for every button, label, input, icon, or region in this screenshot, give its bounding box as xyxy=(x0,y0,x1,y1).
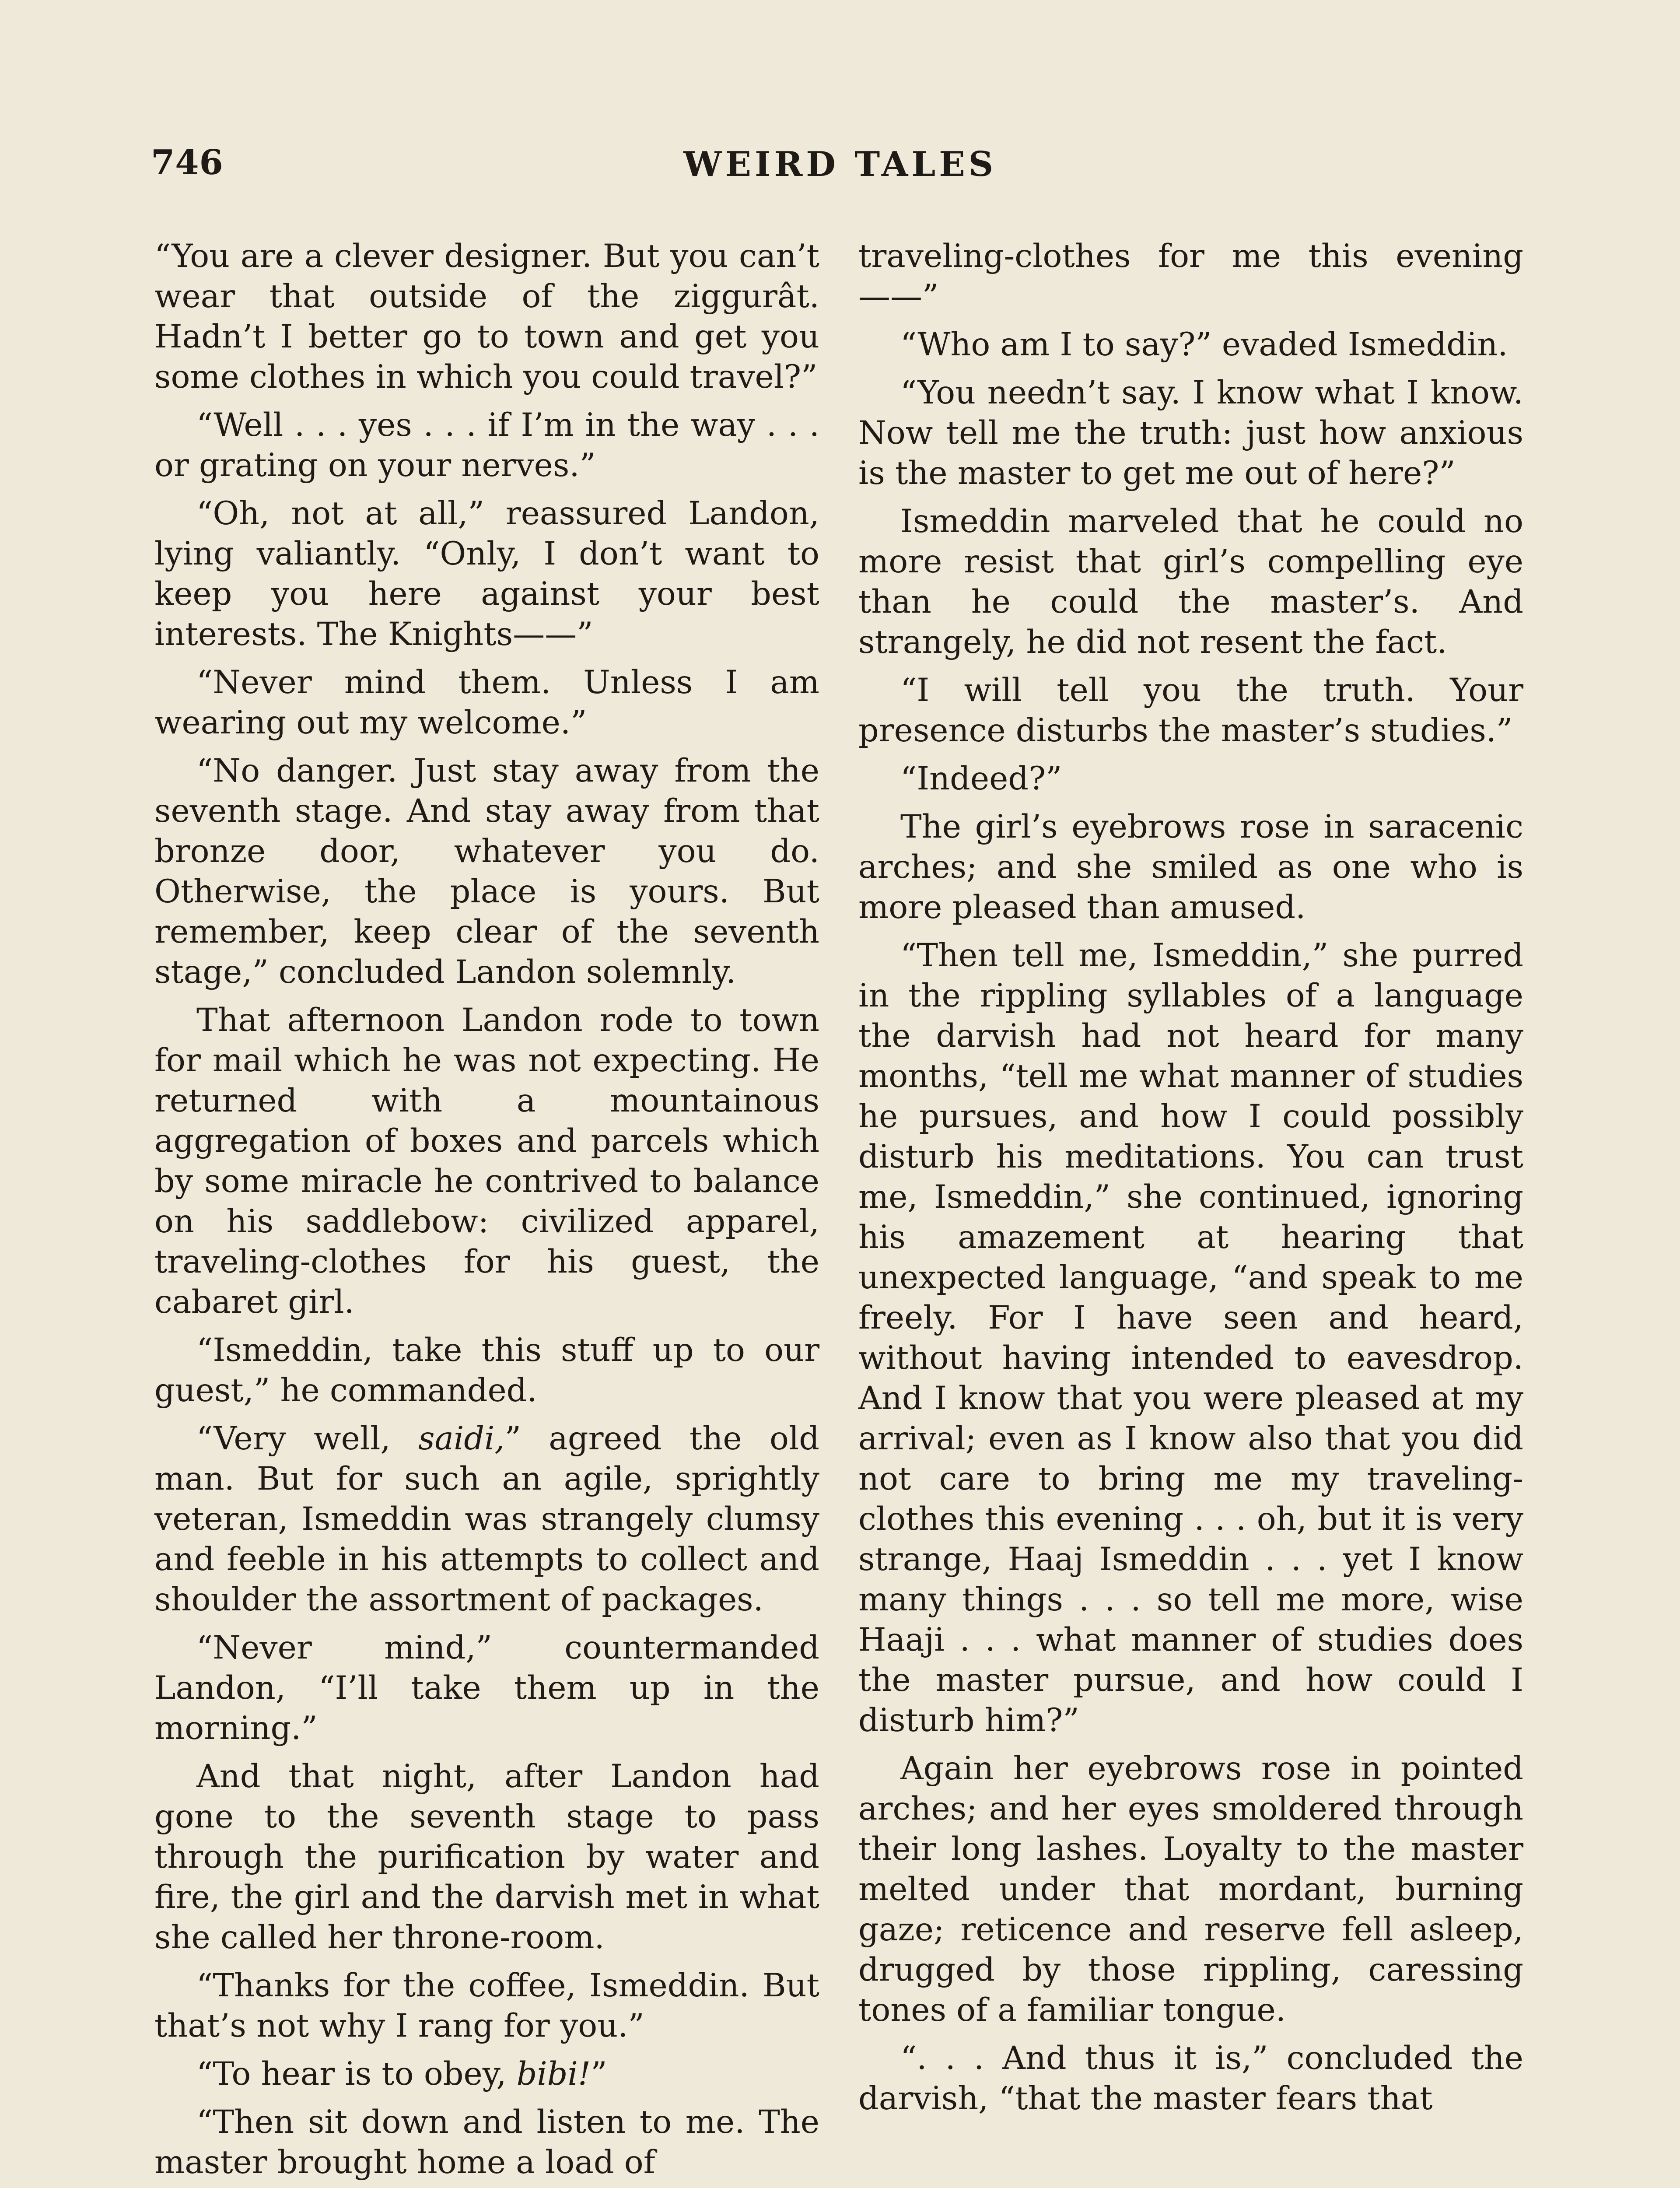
page-number: 746 xyxy=(151,143,224,182)
left-column xyxy=(154,236,819,2188)
paragraph: “Indeed?” xyxy=(900,760,1062,797)
paragraph: “Thanks for the coffee, Ismeddin. But that’s not why I rang for you.” xyxy=(154,1967,819,2044)
paragraph xyxy=(154,1419,819,1620)
paragraph-text: ” agreed the old man. But for such an agile, sprightly veteran, Ismeddin was strangely clumsy and feeble in his attempts to collect and shoulder the assortment of packages. xyxy=(154,1420,820,1618)
paragraph-text: “To hear is to obey, xyxy=(196,2055,517,2093)
paragraph-text: ” xyxy=(591,2055,607,2093)
paragraph: “Who am I to say?” evaded Ismeddin. xyxy=(900,326,1508,363)
paragraph: And that night, after Landon had gone to the seventh stage to pass through the purification by water and fire, the girl and the darvish met in what she called her throne-room. xyxy=(154,1758,819,1956)
paragraph: “You are a clever designer. But you can’t wear that outside of the ziggurât. Hadn’t I better go to town and get you some clothes in which you could travel?” xyxy=(154,238,819,396)
paragraph: “Then sit down and listen to me. The master brought home a load of xyxy=(154,2104,819,2181)
paragraph: traveling-clothes for me this evening——” xyxy=(858,238,1523,315)
paragraph: “You needn’t say. I know what I know. Now tell me the truth: just how anxious is the master to get me out of here?” xyxy=(858,374,1523,492)
paragraph: “Ismeddin, take this stuff up to our guest,” he commanded. xyxy=(154,1332,819,1409)
paragraph: “Well . . . yes . . . if I’m in the way . . . or grating on your nerves.” xyxy=(154,407,819,484)
paragraph: “Never mind them. Unless I am wearing out my welcome.” xyxy=(154,664,819,741)
paragraph: “No danger. Just stay away from the seventh stage. And stay away from that bronze door, whatever you do. Otherwise, the place is yours. But remember, keep clear of the seventh stage,” concluded Landon solemnly. xyxy=(154,752,819,991)
paragraph: That afternoon Landon rode to town for mail which he was not expecting. He returned with a mountainous aggregation of boxes and parcels which by some miracle he contrived to balance on his saddlebow: civilized apparel, traveling-clothes for his guest, the cabaret girl. xyxy=(154,1002,819,1321)
paragraph: “Oh, not at all,” reassured Landon, lying valiantly. “Only, I don’t want to keep you here against your best interests. The Knights——” xyxy=(154,495,819,653)
running-head: WEIRD TALES xyxy=(683,144,997,184)
paragraph: “I will tell you the truth. Your presence disturbs the master’s studies.” xyxy=(858,672,1523,749)
paragraph: “. . . And thus it is,” concluded the darvish, “that the master fears that xyxy=(858,2040,1523,2117)
italic-word: saidi, xyxy=(418,1420,505,1457)
paragraph: “Then tell me, Ismeddin,” she purred in the rippling syllables of a language the darvish had not heard for many months, “tell me what manner of studies he pursues, and how I could possibly disturb his meditations. You can trust me, Ismeddin,” she continued, ignoring his amazement at hearing that unexpected language, “and speak to me freely. For I have seen and heard, without having intended to eavesdrop. And I know that you were pleased at my arrival; even as I know also that you did not care to bring me my traveling-clothes this evening . . . oh, but it is very strange, Haaj Ismeddin . . . yet I know many things . . . so tell me more, wise Haaji . . . what manner of studies does the master pursue, and how could I disturb him?” xyxy=(858,937,1523,1739)
paragraph: “Never mind,” countermanded Landon, “I’ll take them up in the morning.” xyxy=(154,1629,819,1747)
paragraph xyxy=(154,2054,819,2094)
paragraph-text: “Very well, xyxy=(196,1420,419,1457)
paragraph: Again her eyebrows rose in pointed arches; and her eyes smoldered through their long lashes. Loyalty to the master melted under that mordant, burning gaze; reticence and reserve fell asleep, drugged by those rippling, caressing tones of a familiar tongue. xyxy=(858,1750,1523,2029)
paragraph: Ismeddin marveled that he could no more resist that girl’s compelling eye than he could the master’s. And strangely, he did not resent the fact. xyxy=(858,503,1523,661)
right-column xyxy=(858,236,1523,2127)
paragraph: The girl’s eyebrows rose in saracenic arches; and she smiled as one who is more pleased than amused. xyxy=(858,808,1523,926)
italic-word: bibi! xyxy=(516,2055,591,2093)
